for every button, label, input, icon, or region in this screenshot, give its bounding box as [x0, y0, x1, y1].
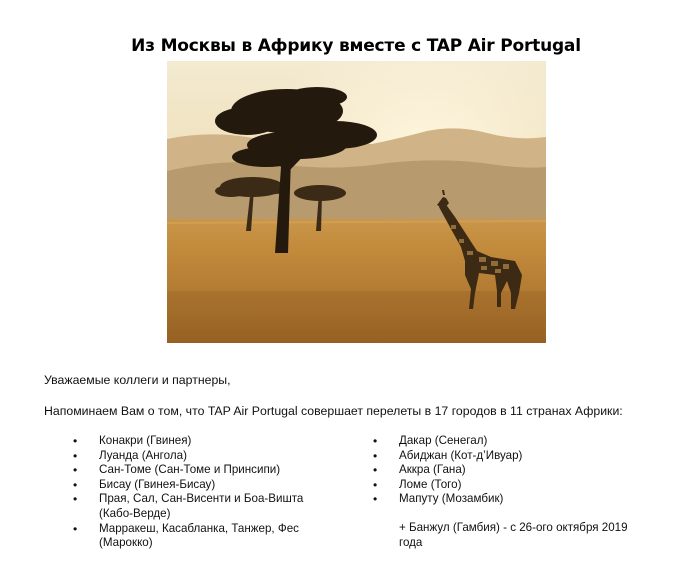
list-item-text: Аккра (Гана) — [399, 463, 466, 477]
list-item — [372, 492, 672, 507]
list-item — [372, 434, 672, 449]
bullet-icon: • — [73, 448, 78, 463]
list-item-text: Абиджан (Кот-д’Ивуар) — [399, 448, 523, 462]
list-item-text: Луанда (Ангола) — [99, 448, 187, 462]
bullet-icon: • — [73, 521, 78, 536]
bullet-icon: • — [373, 492, 378, 507]
right-city-list — [372, 434, 672, 507]
list-item-text: Дакар (Сенегал) — [399, 434, 488, 447]
list-item-text: Прая, Сал, Сан-Висенти и Боа-Вишта (Кабо-Верде) — [99, 492, 304, 520]
bullet-icon: • — [373, 463, 378, 478]
left-city-list — [72, 434, 322, 551]
list-item — [72, 492, 322, 521]
bullet-icon: • — [373, 477, 378, 492]
greeting: Уважаемые коллеги и партнеры, — [44, 373, 231, 387]
list-item-text: Конакри (Гвинея) — [99, 434, 192, 447]
list-item-text: Ломе (Того) — [399, 477, 462, 491]
list-item — [372, 449, 672, 464]
savanna-giraffe-photo — [167, 61, 546, 343]
list-item-text: Мапуту (Мозамбик) — [399, 492, 504, 506]
bullet-icon: • — [73, 434, 78, 448]
bullet-icon: • — [373, 448, 378, 463]
list-item — [72, 434, 322, 449]
intro-text: Напоминаем Вам о том, что TAP Air Portugal совершает перелеты в 17 городов в 11 странах Африки: — [44, 404, 623, 418]
bullet-icon: • — [73, 492, 78, 507]
banjul-note: + Банжул (Гамбия) - с 26-ого октября 2019 года — [399, 521, 628, 549]
bullet-icon: • — [373, 434, 378, 448]
list-item-text: Марракеш, Касабланка, Танжер, Фес (Марокко) — [99, 521, 299, 550]
page-title: Из Москвы в Африку вместе с TAP Air Portugal — [131, 36, 581, 56]
list-item — [72, 522, 322, 551]
list-item — [372, 463, 672, 478]
list-item — [72, 463, 322, 478]
list-item — [72, 449, 322, 464]
list-item-text: Бисау (Гвинея-Бисау) — [99, 477, 216, 491]
list-item-text: Сан-Томе (Сан-Томе и Принсипи) — [99, 463, 281, 477]
bullet-icon: • — [73, 463, 78, 478]
list-item — [72, 478, 322, 493]
list-item — [372, 478, 672, 493]
bullet-icon: • — [73, 477, 78, 492]
